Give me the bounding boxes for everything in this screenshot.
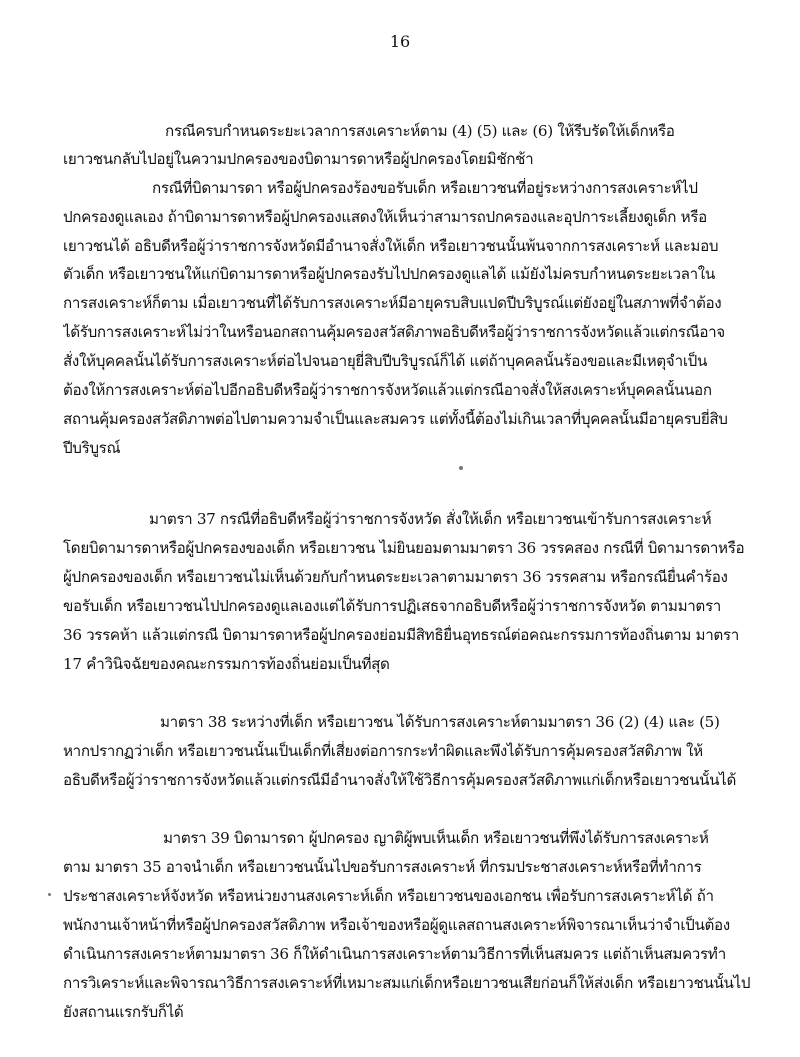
text-line: ต้องให้การสงเคราะห์ต่อไปอีกอธิบดีหรือผู้ว่าราชการจังหวัดแล้วแต่กรณีอาจสั่งให้สงเคราะห์บุคคลนั้นนอก xyxy=(63,381,712,399)
text-line: การสงเคราะห์ก็ตาม เมื่อเยาวชนที่ได้รับการสงเคราะห์มีอายุครบสิบแปดปีบริบูรณ์แต่ยังอยู่ในสภาพที่จำต้อง xyxy=(63,294,722,312)
text-line: ปกครองดูแลเอง ถ้าบิดามารดาหรือผู้ปกครองแสดงให้เห็นว่าสามารถปกครองและอุปการะเลี้ยงดูเด็ก หรือ xyxy=(63,208,707,226)
text-line: ตัวเด็ก หรือเยาวชนให้แก่บิดามารดาหรือผู้ปกครองรับไปปกครองดูแลได้ แม้ยังไม่ครบกำหนดระยะเวลาใน xyxy=(63,265,715,283)
page-number: 16 xyxy=(389,32,411,51)
text-line: มาตรา 37 กรณีที่อธิบดีหรือผู้ว่าราชการจังหวัด สั่งให้เด็ก หรือเยาวชนเข้ารับการสงเคราะห์ xyxy=(149,510,712,528)
text-line: โดยบิดามารดาหรือผู้ปกครองของเด็ก หรือเยาวชน ไม่ยินยอมตามมาตรา 36 วรรคสอง กรณีที่ บิดามารดาหรือ xyxy=(63,539,745,557)
text-line: การวิเคราะห์และพิจารณาวิธีการสงเคราะห์ที่เหมาะสมแก่เด็กหรือเยาวชนเสียก่อนก็ให้ส่งเด็ก หรือเยาวชนนั้นไป xyxy=(63,974,751,992)
text-line: มาตรา 38 ระหว่างที่เด็ก หรือเยาวชน ได้รับการสงเคราะห์ตามมาตรา 36 (2) (4) และ (5) xyxy=(160,713,720,731)
text-line: หากปรากฏว่าเด็ก หรือเยาวชนนั้นเป็นเด็กที่เสี่ยงต่อการกระทำผิดและพึงได้รับการคุ้มครองสวัสดิภาพ ให้ xyxy=(63,742,703,760)
text-line: ยังสถานแรกรับก็ได้ xyxy=(63,1003,184,1021)
text-line: กรณีครบกำหนดระยะเวลาการสงเคราะห์ตาม (4) (5) และ (6) ให้รีบรัดให้เด็กหรือ xyxy=(165,122,675,140)
text-line: ขอรับเด็ก หรือเยาวชนไปปกครองดูแลเองแต่ได้รับการปฏิเสธจากอธิบดีหรือผู้ว่าราชการจังหวัด ตามมาตรา xyxy=(63,597,721,615)
text-line: ปีบริบูรณ์ xyxy=(63,439,121,457)
text-line: 17 คำวินิจฉัยของคณะกรรมการท้องถิ่นย่อมเป็นที่สุด xyxy=(63,655,390,673)
text-line: มาตรา 39 บิดามารดา ผู้ปกครอง ญาติผู้พบเห็นเด็ก หรือเยาวชนที่พึงได้รับการสงเคราะห์ xyxy=(163,829,709,847)
text-line: เยาวชนกลับไปอยู่ในความปกครองของบิดามารดาหรือผู้ปกครองโดยมิชักช้า xyxy=(63,150,534,168)
scan-speck xyxy=(48,893,51,896)
text-line: ได้รับการสงเคราะห์ไม่ว่าในหรือนอกสถานคุ้มครองสวัสดิภาพอธิบดีหรือผู้ว่าราชการจังหวัดแล้วแต่กรณีอาจ xyxy=(63,323,725,341)
text-line: เยาวชนได้ อธิบดีหรือผู้ว่าราชการจังหวัดมีอำนาจสั่งให้เด็ก หรือเยาวชนนั้นพ้นจากการสงเคราะห์ และมอบ xyxy=(63,237,719,255)
text-line: ดำเนินการสงเคราะห์ตามมาตรา 36 ก็ให้ดำเนินการสงเคราะห์ตามวิธีการที่เห็นสมควร แต่ถ้าเห็นสมควรทำ xyxy=(63,945,726,963)
text-line: พนักงานเจ้าหน้าที่หรือผู้ปกครองสวัสดิภาพ หรือเจ้าของหรือผู้ดูแลสถานสงเคราะห์พิจารณาเห็นว่าจำเป็นต้อง xyxy=(63,916,730,934)
text-line: ประชาสงเคราะห์จังหวัด หรือหน่วยงานสงเคราะห์เด็ก หรือเยาวชนของเอกชน เพื่อรับการสงเคราะห์ได้ ถ้า xyxy=(63,887,714,905)
text-line: สถานคุ้มครองสวัสดิภาพต่อไปตามความจำเป็นและสมควร แต่ทั้งนี้ต้องไม่เกินเวลาที่บุคคลนั้นมีอายุครบยี่สิบ xyxy=(63,410,728,428)
text-line: กรณีที่บิดามารดา หรือผู้ปกครองร้องขอรับเด็ก หรือเยาวชนที่อยู่ระหว่างการสงเคราะห์ไป xyxy=(152,179,698,197)
text-line: ตาม มาตรา 35 อาจนำเด็ก หรือเยาวชนนั้นไปขอรับการสงเคราะห์ ที่กรมประชาสงเคราะห์หรือที่ทำการ xyxy=(63,858,702,876)
text-line: 36 วรรคห้า แล้วแต่กรณี บิดามารดาหรือผู้ปกครองย่อมมีสิทธิยื่นอุทธรณ์ต่อคณะกรรมการท้องถิ่นตาม มาตรา xyxy=(63,626,739,644)
text-line: สั่งให้บุคคลนั้นได้รับการสงเคราะห์ต่อไปจนอายุยี่สิบปีบริบูรณ์ก็ได้ แต่ถ้าบุคคลนั้นร้องขอและมีเหตุจำเป็น xyxy=(63,352,707,370)
scan-speck xyxy=(459,466,463,470)
text-line: ผู้ปกครองของเด็ก หรือเยาวชนไม่เห็นด้วยกับกำหนดระยะเวลาตามมาตรา 36 วรรคสาม หรือกรณียื่นคำร้อง xyxy=(63,568,728,586)
text-line: อธิบดีหรือผู้ว่าราชการจังหวัดแล้วแต่กรณีมีอำนาจสั่งให้ใช้วิธีการคุ้มครองสวัสดิภาพแก่เด็กหรือเยาวชนนั้นได้ xyxy=(63,771,736,789)
